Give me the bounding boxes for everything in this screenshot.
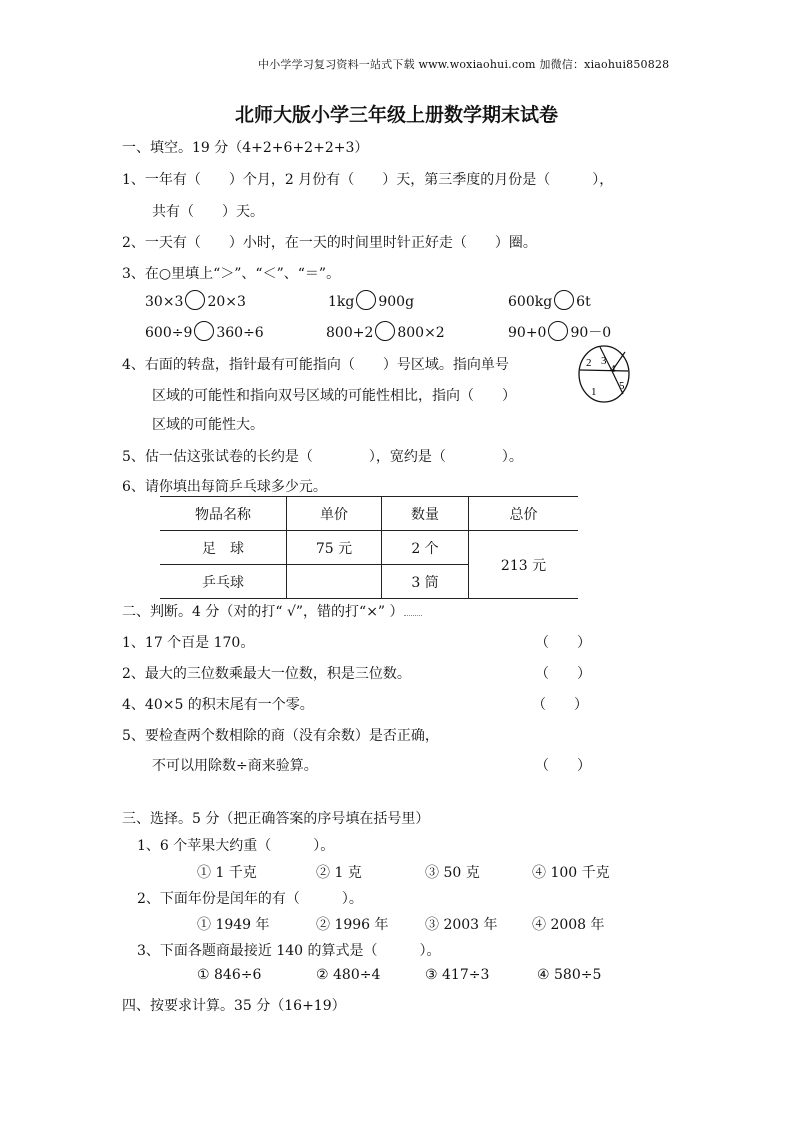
- choice-option[interactable]: ① 1 千克: [197, 865, 257, 881]
- question-1-5: 5、估一估这张试卷的长约是（ ），宽约是（ ）。: [122, 449, 523, 465]
- judge-answer[interactable]: （ ）: [535, 635, 591, 651]
- table-cell: 2 个: [382, 531, 469, 565]
- choice-option[interactable]: ① 846÷6: [197, 967, 262, 983]
- compare-circle[interactable]: [375, 321, 395, 341]
- spinner-diagram: [577, 344, 633, 404]
- spinner-label: 3: [601, 355, 607, 367]
- question-1-1-cont: 共有（ ）天。: [152, 204, 264, 220]
- price-table: [160, 496, 578, 599]
- section1-heading: 一、填空。19 分（4+2+6+2+2+3）: [122, 140, 369, 156]
- compare-circle[interactable]: [554, 290, 574, 310]
- table-cell: 3 筒: [382, 565, 469, 599]
- choice-question: 2、下面年份是闰年的有（ ）。: [137, 891, 363, 907]
- section2-heading: 二、判断。4 分（对的打“ √”，错的打“×” ）: [122, 601, 422, 621]
- page-header: 中小学学习复习资料一站式下载 www.woxiaohui.com 加微信：xiaohui850828: [258, 58, 670, 71]
- question-1-4: 4、右面的转盘，指针最有可能指向（ ）号区域。指向单号: [122, 357, 509, 373]
- table-cell: 75 元: [287, 531, 382, 565]
- choice-option[interactable]: ② 1996 年: [316, 917, 389, 933]
- table-cell: 足 球: [160, 531, 287, 565]
- section3-heading: 三、选择。5 分（把正确答案的序号填在括号里）: [122, 811, 430, 827]
- spinner-label: 2: [586, 357, 592, 369]
- question-1-1: 1、一年有（ ）个月，2 月份有（ ）天，第三季度的月份是（ ），: [122, 172, 614, 188]
- table-header: 单价: [287, 497, 382, 531]
- compare-item: 1kg 900g: [328, 290, 414, 310]
- compare-item: 90+0 90－0: [508, 321, 611, 342]
- question-1-4-cont2: 区域的可能性大。: [152, 417, 264, 433]
- choice-option[interactable]: ③ 50 克: [425, 865, 480, 881]
- table-cell: 乒乓球: [160, 565, 287, 599]
- compare-circle[interactable]: [356, 290, 376, 310]
- judge-item-cont: 不可以用除数÷商来验算。: [152, 758, 318, 774]
- judge-answer[interactable]: （ ）: [535, 666, 591, 682]
- judge-item: 2、最大的三位数乘最大一位数，积是三位数。: [122, 666, 411, 682]
- judge-answer[interactable]: （ ）: [532, 697, 588, 713]
- compare-circle[interactable]: [194, 321, 214, 341]
- choice-option[interactable]: ② 480÷4: [316, 967, 381, 983]
- table-cell-blank[interactable]: [287, 565, 382, 599]
- question-1-6: 6、请你填出每筒乒乓球多少元。: [122, 479, 327, 495]
- question-1-4-cont: 区域的可能性和指向双号区域的可能性相比，指向（ ）: [152, 388, 516, 404]
- choice-option[interactable]: ④ 100 千克: [532, 865, 610, 881]
- spinner-label: 5: [619, 380, 625, 392]
- choice-question: 3、下面各题商最接近 140 的算式是（ ）。: [137, 943, 441, 959]
- compare-circle[interactable]: [548, 321, 568, 341]
- compare-item: 30×3 20×3: [145, 290, 246, 310]
- choice-question: 1、6 个苹果大约重（ ）。: [137, 838, 335, 854]
- spinner-label: 1: [591, 386, 597, 398]
- choice-option[interactable]: ③ 417÷3: [425, 967, 490, 983]
- table-header-row: [160, 497, 578, 531]
- table-header: 总价: [469, 497, 579, 531]
- question-1-3: 3、在○里填上“＞”、“＜”、“＝”。: [122, 266, 341, 282]
- section4-heading: 四、按要求计算。35 分（16+19）: [122, 998, 346, 1014]
- choice-option[interactable]: ① 1949 年: [197, 917, 270, 933]
- table-row: [160, 531, 578, 565]
- table-header: 物品名称: [160, 497, 287, 531]
- table-header: 数量: [382, 497, 469, 531]
- judge-item: 4、40×5 的积末尾有一个零。: [122, 697, 314, 713]
- spinner-label: 4: [610, 363, 616, 375]
- compare-circle[interactable]: [185, 290, 205, 310]
- compare-item: 600÷9 360÷6: [145, 321, 264, 341]
- choice-option[interactable]: ④ 2008 年: [532, 917, 605, 933]
- compare-item: 800+2 800×2: [326, 321, 445, 341]
- question-1-2: 2、一天有（ ）小时，在一天的时间里时针正好走（ ）圈。: [122, 235, 537, 251]
- page-title: 北师大版小学三年级上册数学期末试卷: [234, 104, 558, 126]
- judge-answer[interactable]: （ ）: [535, 758, 591, 774]
- choice-option[interactable]: ④ 580÷5: [537, 967, 602, 983]
- table-cell-total: 213 元: [469, 531, 579, 599]
- judge-item: 5、要检查两个数相除的商（没有余数）是否正确，: [122, 728, 439, 744]
- choice-option[interactable]: ② 1 克: [316, 865, 362, 881]
- choice-option[interactable]: ③ 2003 年: [425, 917, 498, 933]
- judge-item: 1、17 个百是 170。: [122, 635, 255, 651]
- compare-item: 600kg 6t: [508, 290, 591, 310]
